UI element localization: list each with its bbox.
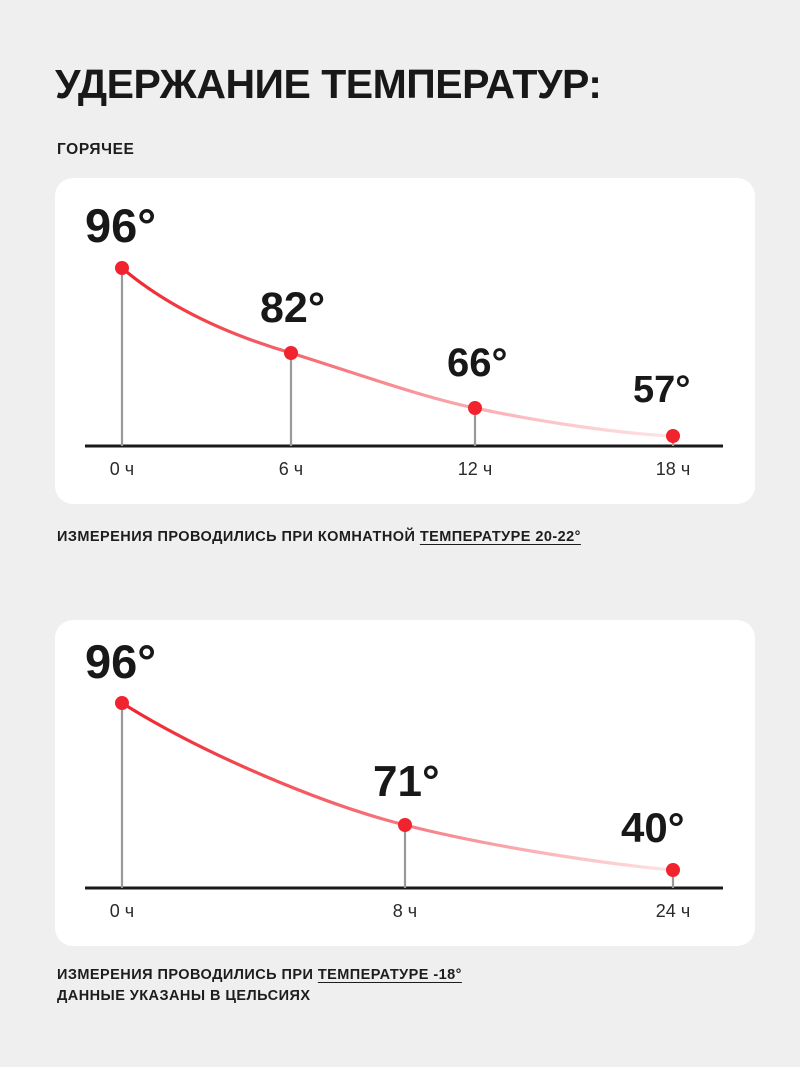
footnote-hot-plain: ИЗМЕРЕНИЯ ПРОВОДИЛИСЬ ПРИ КОМНАТНОЙ — [57, 529, 420, 545]
tick-label-3: 18 ч — [655, 459, 691, 479]
data-label-0: 96° — [85, 199, 157, 252]
tick-label-2: 24 ч — [655, 901, 691, 921]
chart-card-cold — [55, 620, 755, 946]
footnote-cold-underlined: ТЕМПЕРАТУРЕ -18° — [317, 967, 462, 983]
chart-svg-hot — [55, 178, 755, 504]
data-point-0 — [115, 696, 129, 710]
tick-label-0: 0 ч — [109, 459, 135, 479]
data-point-3 — [666, 429, 680, 443]
footnote-cold-line1 — [57, 965, 462, 986]
data-label-2: 40° — [621, 804, 685, 851]
data-label-2: 66° — [447, 341, 508, 385]
data-point-1 — [284, 346, 298, 360]
chart-card-hot — [55, 178, 755, 504]
data-point-2 — [468, 401, 482, 415]
temperature-chart-cold — [55, 620, 755, 946]
section-label-hot: ГОРЯЧЕЕ — [57, 141, 135, 158]
tick-label-0: 0 ч — [109, 901, 135, 921]
footnote-cold-line2: ДАННЫЕ УКАЗАНЫ В ЦЕЛЬСИЯХ — [57, 988, 311, 1005]
data-point-2 — [666, 863, 680, 877]
data-point-0 — [115, 261, 129, 275]
data-label-1: 71° — [373, 757, 440, 806]
tick-label-2: 12 ч — [457, 459, 493, 479]
data-label-3: 57° — [633, 369, 691, 411]
footnote-hot-underlined: ТЕМПЕРАТУРЕ 20-22° — [419, 529, 581, 545]
data-point-1 — [398, 818, 412, 832]
chart-svg-cold — [55, 620, 755, 946]
page-title: УДЕРЖАНИЕ ТЕМПЕРАТУР: — [55, 61, 602, 107]
tick-label-1: 6 ч — [278, 459, 304, 479]
footnote-cold — [57, 965, 462, 1007]
footnote-hot — [57, 527, 581, 548]
data-label-1: 82° — [260, 284, 326, 332]
data-label-0: 96° — [85, 635, 157, 688]
temperature-chart-hot — [55, 178, 755, 504]
series-line-hot — [122, 268, 673, 436]
footnote-cold-plain: ИЗМЕРЕНИЯ ПРОВОДИЛИСЬ ПРИ — [57, 967, 318, 983]
tick-label-1: 8 ч — [392, 901, 418, 921]
